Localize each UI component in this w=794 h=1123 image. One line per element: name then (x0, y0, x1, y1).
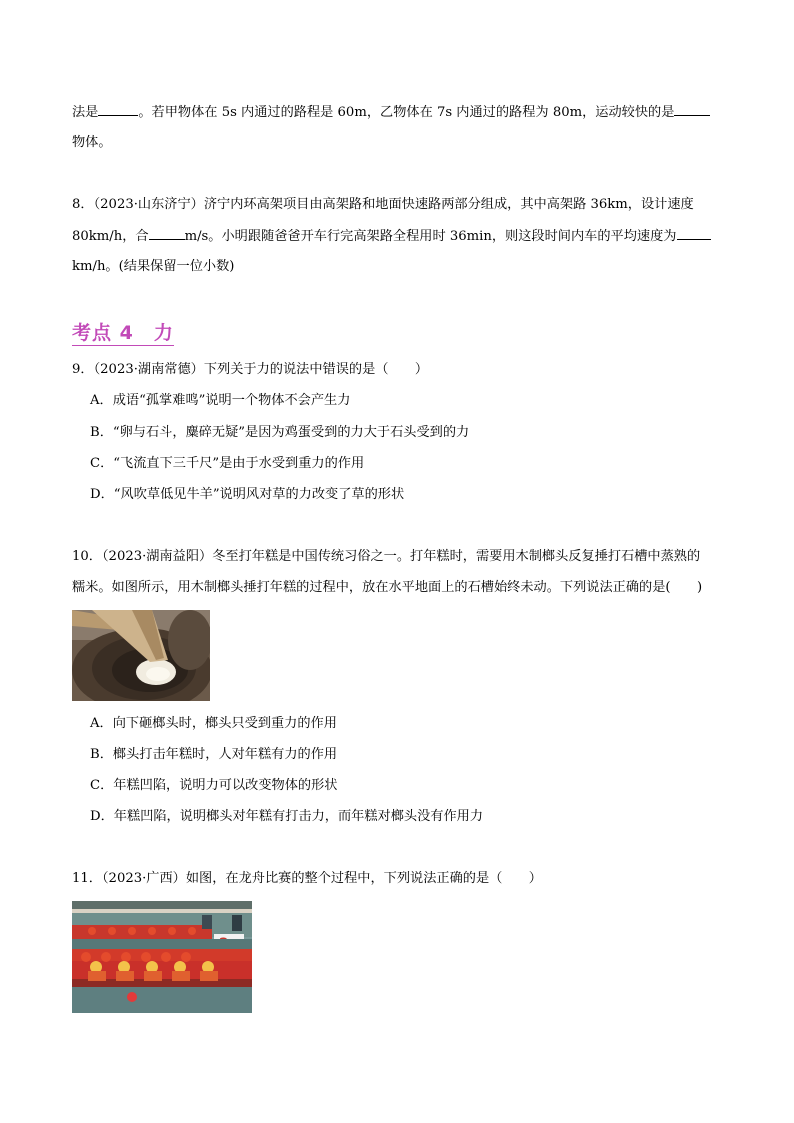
q7-line2: 物体。 (72, 135, 112, 150)
q10-stem-line1: 10．（2023·湖南益阳）冬至打年糕是中国传统习俗之一。打年糕时，需要用木制榔头反复捶打石槽中蒸熟的 (72, 549, 701, 564)
q11-figure-dragon-boat (72, 901, 252, 1013)
q8-text-mid: m/s。小明跟随爸爸开车行完高架路全程用时 36min，则这段时间内车的平均速度为 (184, 229, 677, 244)
q7-text-pre: 法是 (72, 105, 99, 120)
q8-blank-2 (677, 227, 711, 240)
q7-text-mid: 。若甲物体在 5s 内通过的路程是 60m，乙物体在 7s 内通过的路程为 80m，运动较快的是 (138, 105, 675, 120)
q9-stem: 9．（2023·湖南常德）下列关于力的说法中错误的是（ ） (72, 362, 429, 377)
q9-option-d: D．“风吹草低见牛羊”说明风对草的力改变了草的形状 (90, 487, 405, 502)
q10-stem-line2: 糯米。如图所示，用木制榔头捶打年糕的过程中，放在水平地面上的石槽始终未动。下列说法正确的是( ) (72, 580, 703, 595)
q8-line2 (72, 227, 711, 246)
q9-option-a: A．成语“孤掌难鸣”说明一个物体不会产生力 (90, 393, 351, 408)
q10-option-d: D．年糕凹陷，说明榔头对年糕有打击力，而年糕对榔头没有作用力 (90, 809, 484, 824)
section-title: 考点 4 力 (72, 322, 174, 344)
q10-figure-rice-cake (72, 610, 210, 701)
q7-blank-2 (674, 103, 710, 116)
q9-option-b: B．“卵与石斗，麋碎无疑”是因为鸡蛋受到的力大于石头受到的力 (90, 425, 470, 440)
q8-blank-1 (149, 227, 185, 240)
q10-option-b: B．榔头打击年糕时，人对年糕有力的作用 (90, 747, 338, 762)
q10-option-a: A．向下砸榔头时，榔头只受到重力的作用 (90, 716, 337, 731)
q8-line3: km/h。(结果保留一位小数) (72, 259, 235, 274)
q11-stem: 11．（2023·广西）如图，在龙舟比赛的整个过程中，下列说法正确的是（ ） (72, 871, 542, 886)
q8-text-pre: 80km/h，合 (72, 229, 149, 244)
q8-line1: 8．（2023·山东济宁）济宁内环高架项目由高架路和地面快速路两部分组成，其中高架路 36km，设计速度 (72, 197, 694, 212)
q9-option-c: C．“飞流直下三千尺”是由于水受到重力的作用 (90, 456, 365, 471)
q7-line1 (72, 103, 710, 122)
q10-option-c: C．年糕凹陷，说明力可以改变物体的形状 (90, 778, 338, 793)
q7-blank-1 (98, 103, 138, 116)
